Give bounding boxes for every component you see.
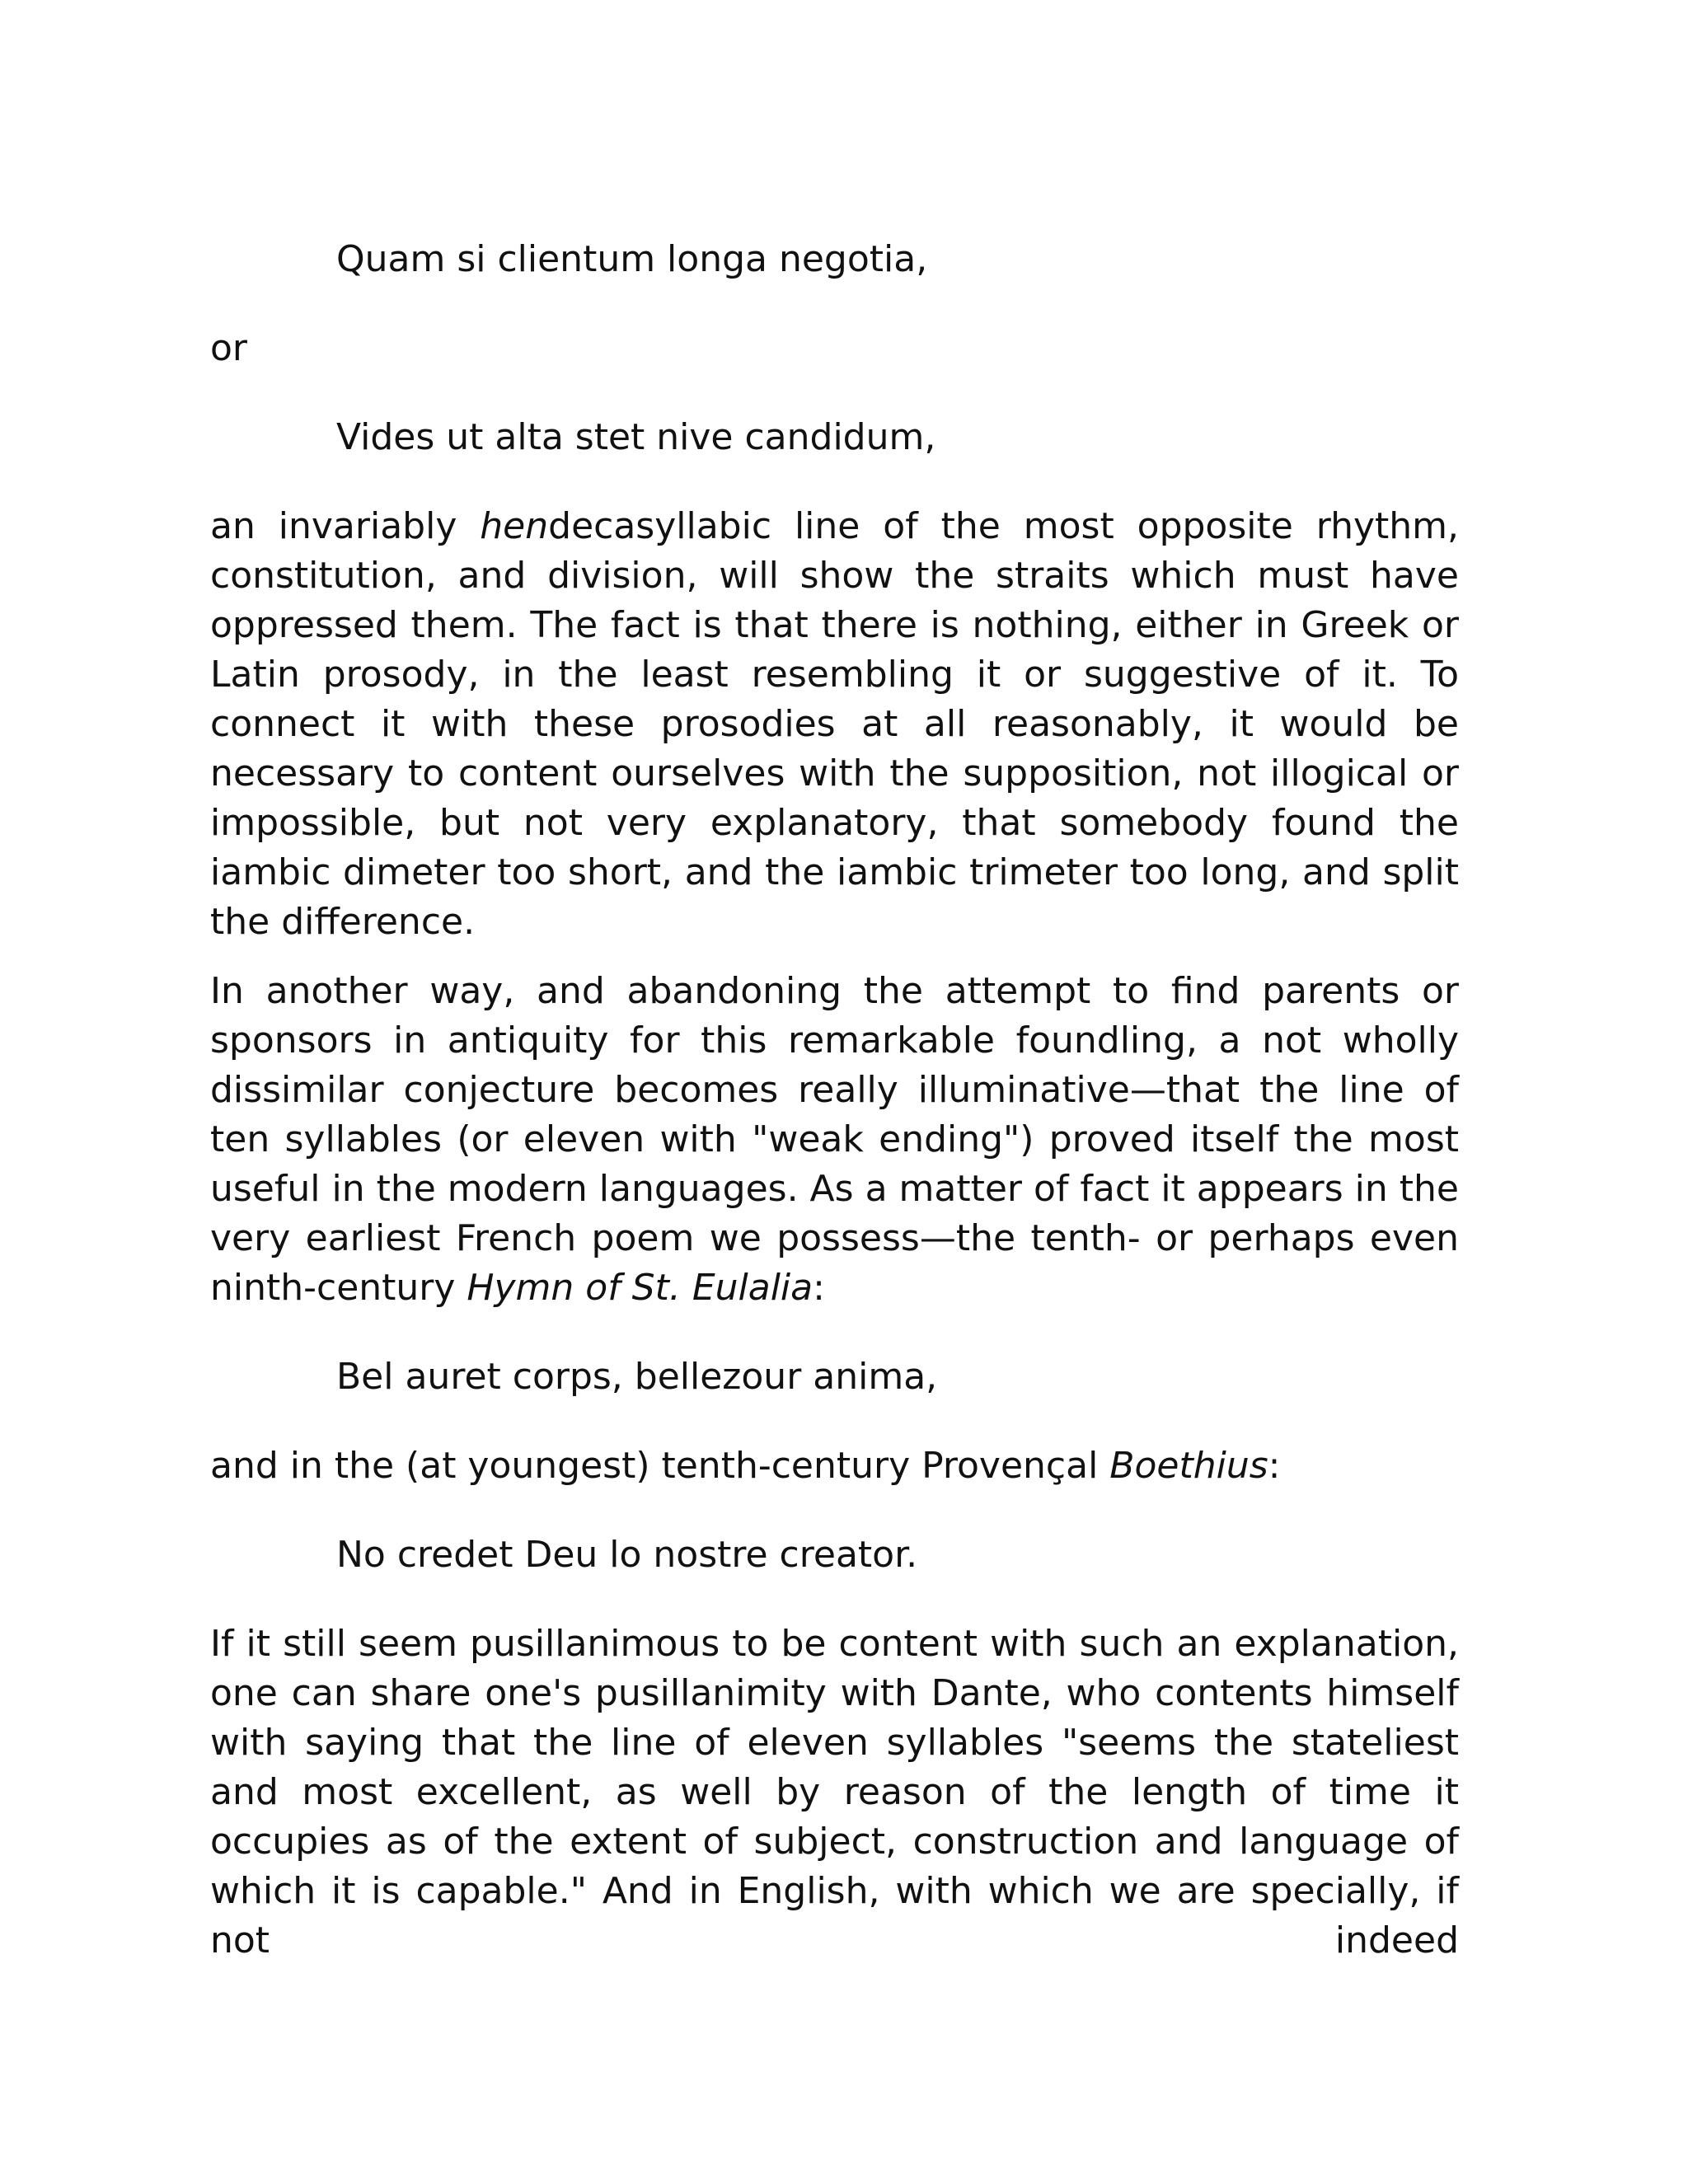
document-page	[210, 235, 1459, 1985]
verse-line: No credet Deu lo nostre creator.	[336, 1534, 918, 1576]
italic-text: hen	[480, 505, 549, 547]
body-paragraph	[210, 967, 1459, 1313]
verse-line: Bel auret corps, bellezour anima,	[336, 1356, 938, 1398]
paragraph-text: :	[1268, 1445, 1281, 1487]
connector-text	[210, 1441, 1459, 1491]
paragraph-text: decasyllabic line of the most opposite rhythm, constitution, and division, will show the straits which must have oppressed them. The fact is that there is nothing, either in Greek or Latin prosody, in the least resembling it or suggestive of it. To connect it with these prosodies at all reasonably, it would be necessary to content ourselves with the supposition, not illogical or impossible, but not very explanatory, that somebody found the iambic dimeter too short, and the iambic trimeter too long, and split the difference.	[210, 505, 1459, 943]
verse-line: Quam si clientum longa negotia,	[336, 238, 928, 280]
italic-title: Boethius	[1109, 1445, 1268, 1487]
paragraph-text: an invariably	[210, 505, 481, 547]
connector-text: or	[210, 327, 248, 369]
paragraph-text: :	[813, 1267, 825, 1309]
paragraph-text: In another way, and abandoning the attempt to find parents or sponsors in antiquity for this remarkable foundling, a not wholly dissimilar conjecture becomes really illuminative—that the line of ten syllables (or eleven with "weak ending") proved itself the most useful in the modern languages. As a matter of fact it appears in the very earliest French poem we possess—the tenth- or perhaps even ninth-century	[210, 970, 1459, 1309]
body-paragraph	[210, 502, 1459, 947]
paragraph-text: and in the (at youngest) tenth-century Provençal	[210, 1445, 1110, 1487]
body-paragraph: If it still seem pusillanimous to be content with such an explanation, one can share one's pusillanimity with Dante, who contents himself with saying that the line of eleven syllables "seems the stateliest and most excellent, as well by reason of the length of time it occupies as of the extent of subject, construction and language of which it is capable." And in English, with which we are specially, if not indeed	[210, 1623, 1459, 1961]
verse-line: Vides ut alta stet nive candidum,	[336, 416, 936, 458]
italic-title: Hymn of St. Eulalia	[467, 1267, 814, 1309]
